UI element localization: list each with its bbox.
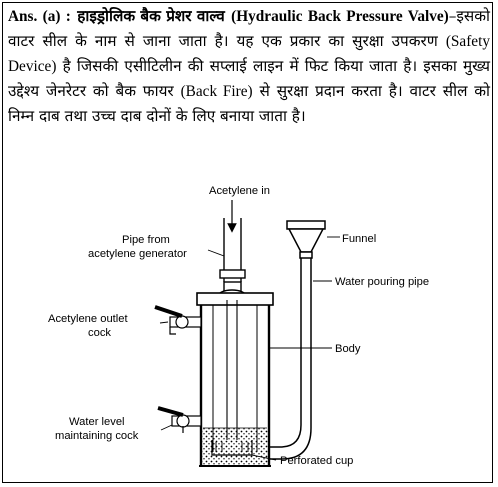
internal-pipe <box>227 300 237 440</box>
label-level-1: Water level <box>69 416 125 428</box>
label-funnel: Funnel <box>342 233 377 245</box>
water-level-cock <box>158 408 201 433</box>
answer-text-2: है जिसकी एसीटिलीन की सप्लाई लाइन में फिट किया जाता है। इसका मुख्य उद्देश्य जेनरेटर को बैक फायर <box>8 57 490 100</box>
label-acetylene-in: Acetylene in <box>209 185 270 197</box>
label-outlet-2: cock <box>88 327 112 339</box>
answer-prefix: Ans. (a) : <box>8 8 71 25</box>
answer-title-english: (Hydraulic Back Pressure Valve) <box>231 8 449 25</box>
label-perforated-cup: Perforated cup <box>280 455 354 467</box>
label-body: Body <box>335 343 361 355</box>
label-outlet-1: Acetylene outlet <box>48 313 128 325</box>
label-pipe-from-2: acetylene generator <box>88 248 187 260</box>
back-fire-term: (Back Fire) <box>180 83 253 100</box>
safety-device-term: (Safety Device) <box>8 33 490 75</box>
funnel <box>287 221 325 258</box>
label-water-pouring-pipe: Water pouring pipe <box>335 276 430 288</box>
answer-text-3: से सुरक्षा प्रदान करता है। वाटर सील को निम्न दाब तथा उच्च दाब दोनों के लिए बनाया जाता है। <box>8 82 491 125</box>
answer-title-hindi: हाइड्रोलिक बैक प्रेशर वाल्व <box>77 8 225 25</box>
water-pouring-pipe <box>268 258 311 459</box>
answer-text-1: –इसको वाटर सील के नाम से जाना जाता है। यह एक प्रकार का सुरक्षा उपकरण <box>8 7 490 50</box>
label-pipe-from-1: Pipe from <box>122 234 170 246</box>
label-level-2: maintaining cock <box>55 430 139 442</box>
inlet-pipe <box>218 218 246 302</box>
acetylene-outlet-cock <box>155 307 201 334</box>
